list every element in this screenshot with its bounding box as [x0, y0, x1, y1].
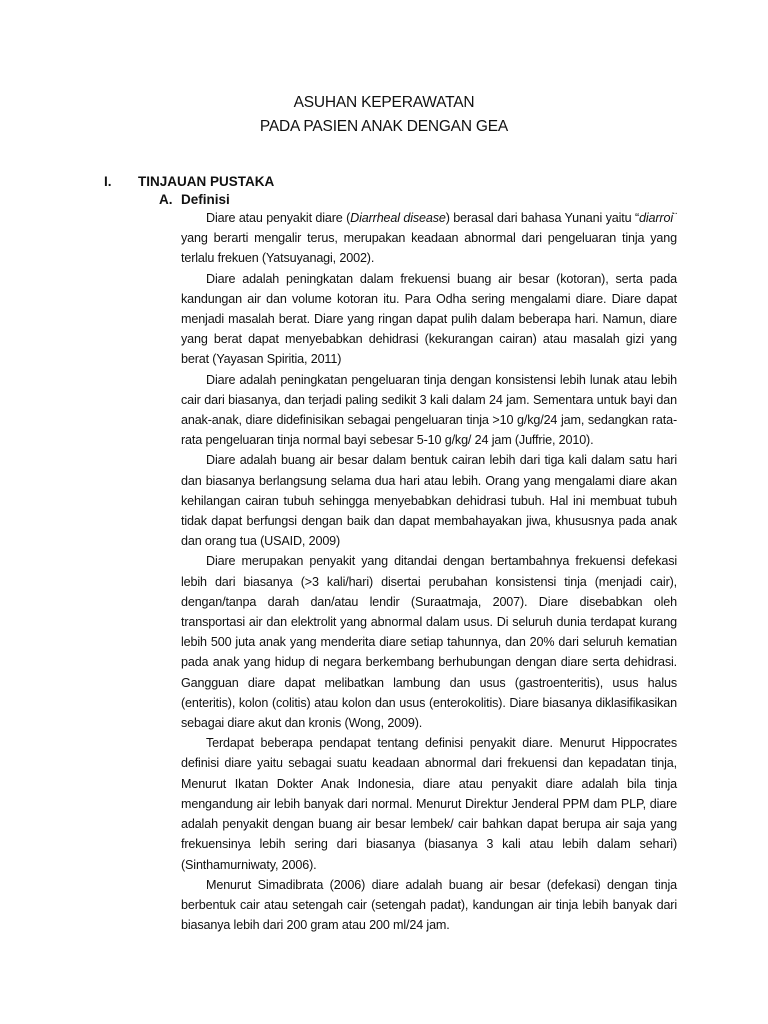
section-number: I. [104, 174, 112, 189]
emphasis-term: Diarrheal disease [350, 211, 446, 225]
paragraph: Diare adalah buang air besar dalam bentuk cairan lebih dari tiga kali dalam satu hari dan biasanya berlangsung selama dua hari atau lebih. Orang yang mengalami diare akan kehilangan cairan tubuh sehingga menyebabkan dehidrasi tubuh. Hal ini membuat tubuh tidak dapat berfungsi dengan baik dan dapat membahayakan jiwa, khususnya pada anak dan orang tua (USAID, 2009) [181, 453, 677, 549]
paragraph-text: ) berasal dari bahasa Yunani yaitu “ [445, 211, 640, 225]
paragraph-text: ¨ yang berarti mengalir terus, merupakan keadaan abnormal dari pengeluaran tinja yang terlalu frekuen (Yatsuyanagi, 2002). [181, 211, 678, 266]
paragraph [181, 208, 677, 269]
paragraph: Diare merupakan penyakit yang ditandai dengan bertambahnya frekuensi defekasi lebih dari biasanya (>3 kali/hari) disertai perubahan konsistensi tinja (menjadi cair), dengan/tanpa darah dan/atau lendir (Suraatmaja, 2007). Diare disebabkan oleh transportasi air dan elektrolit yang abnormal dalam usus. Di seluruh dunia terdapat kurang lebih 500 juta anak yang menderita diare setiap tahunnya, dan 20% dari seluruh kematian pada anak yang hidup di negara berkembang berhubungan dengan diare serta dehidrasi. Gangguan diare dapat melibatkan lambung dan usus (gastroenteritis), usus halus (enteritis), kolon (colitis) atau kolon dan usus (enterokolitis). Diare biasanya diklasifikasikan sebagai diare akut dan kronis (Wong, 2009). [181, 554, 677, 731]
paragraph: Diare adalah peningkatan pengeluaran tinja dengan konsistensi lebih lunak atau lebih cair dari biasanya, dan terjadi paling sedikit 3 kali dalam 24 jam. Sementara untuk bayi dan anak-anak, diare didefinisikan sebagai pengeluaran tinja >10 g/kg/24 jam, sedangkan rata-rata pengeluaran tinja normal bayi sebesar 5-10 g/kg/ 24 jam (Juffrie, 2010). [181, 372, 677, 448]
paragraph: Terdapat beberapa pendapat tentang definisi penyakit diare. Menurut Hippocrates definisi diare yaitu sebagai suatu keadaan abnormal dari frekuensi dan kepadatan tinja, Menurut Ikatan Dokter Anak Indonesia, diare atau penyakit diare adalah bila tinja mengandung air lebih banyak dari normal. Menurut Direktur Jenderal PPM dam PLP, diare adalah penyakit dengan buang air besar lembek/ cair bahkan dapat berupa air saja yang frekuensinya lebih sering dari biasanya (biasanya 3 kali atau lebih dalam sehari) (Sinthamurniwaty, 2006). [181, 736, 677, 872]
paragraph: Diare adalah peningkatan dalam frekuensi buang air besar (kotoran), serta pada kandungan air dan volume kotoran itu. Para Odha sering mengalami diare. Diare dapat menjadi masalah berat. Diare yang ringan dapat pulih dalam beberapa hari. Namun, diare yang berat dapat menyebabkan dehidrasi (kekurangan cairan) atau masalah gizi yang berat (Yayasan Spiritia, 2011) [181, 271, 677, 367]
emphasis-term: diarroi [639, 211, 673, 225]
document-title: ASUHAN KEPERAWATAN [293, 94, 475, 111]
document-subtitle: PADA PASIEN ANAK DENGAN GEA [259, 118, 509, 135]
subsection-letter: A. [159, 192, 173, 207]
body-text [181, 208, 677, 935]
section-title: TINJAUAN PUSTAKA [138, 174, 275, 189]
paragraph: Menurut Simadibrata (2006) diare adalah buang air besar (defekasi) dengan tinja berbentuk cair atau setengah cair (setengah padat), kandungan air tinja lebih banyak dari biasanya lebih dari 200 gram atau 200 ml/24 jam. [181, 877, 677, 933]
subsection-title: Definisi [181, 192, 230, 207]
paragraph-text: Diare atau penyakit diare ( [206, 211, 351, 225]
